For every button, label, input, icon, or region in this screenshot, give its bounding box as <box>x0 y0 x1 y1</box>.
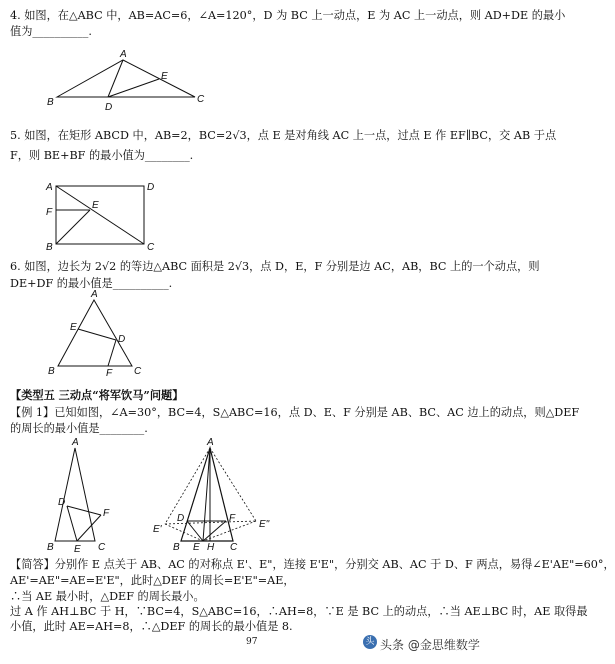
ex1-left-label-f: F <box>103 508 110 519</box>
q4-line1: 4. 如图，在△ABC 中，AB=AC=6，∠A=120°，D 为 BC 上一动点，E 为 AC 上一动点，则 AD+DE 的最小 <box>10 9 566 22</box>
q6-line1: 6. 如图，边长为 2√2 的等边△ABC 面积是 2√3，点 D，E，F 分别是边 AC，AB，BC 上的一个动点，则 <box>10 260 540 273</box>
watermark: 头条 @金思维数学 <box>380 638 480 652</box>
q6-label-e: E <box>70 322 77 333</box>
q5-label-f: F <box>46 207 53 218</box>
ex1-left-label-e: E <box>74 544 81 555</box>
answer-line2: AE'=AE"=AE=E'E"，此时△DEF 的周长=E'E"=AE， <box>10 574 295 587</box>
q6-figure <box>58 300 132 366</box>
ex1-left-label-d: D <box>58 497 66 508</box>
ex1-right-figure <box>165 448 256 541</box>
q4-line2: 值为__________. <box>10 25 92 38</box>
example1-line1: 【例 1】已知如图，∠A=30°，BC=4，S△ABC=16，点 D、E、F 分别是 AB、BC、AC 边上的动点，则△DEF <box>10 406 580 419</box>
q5-line1: 5. 如图，在矩形 ABCD 中，AB=2，BC=2√3，点 E 是对角线 AC 上一点，过点 E 作 EF∥BC，交 AB 于点 <box>10 129 557 142</box>
ex1-right-label-a: A <box>207 437 214 448</box>
section-title: 【类型五 三动点“将军饮马”问题】 <box>10 388 184 402</box>
ex1-right-label-b: B <box>173 542 180 553</box>
q6-line2: DE+DF 的最小值是__________. <box>10 277 173 290</box>
ex1-right-label-e2: E" <box>259 519 270 530</box>
ex1-left-label-b: B <box>47 542 54 553</box>
q5-labels <box>45 182 155 253</box>
q4-label-a: A <box>120 49 127 60</box>
ex1-right-label-d: D <box>177 513 185 524</box>
q4-labels <box>47 49 205 113</box>
q4-figure <box>57 60 195 97</box>
ex1-right-label-c: C <box>230 542 238 553</box>
ex1-right-label-e: E <box>193 542 200 553</box>
ex1-left-figure <box>55 448 101 541</box>
ex1-left-label-c: C <box>98 542 106 553</box>
q6-label-c: C <box>134 366 142 377</box>
q5-label-a: A <box>46 182 53 193</box>
q6-label-b: B <box>48 366 55 377</box>
q4-label-b: B <box>47 97 54 108</box>
answer-line4: 过 A 作 AH⊥BC 于 H，∵BC=4，S△ABC=16，∴AH=8，∵E 是 BC 上的动点，∴当 AE⊥BC 时，AE 取得最 <box>10 605 588 618</box>
ex1-right-label-e1: E' <box>153 524 162 535</box>
q5-figure <box>56 186 144 244</box>
q6-label-f: F <box>106 368 113 379</box>
q5-label-b: B <box>46 242 53 253</box>
answer-line3: ∴当 AE 最小时，△DEF 的周长最小。 <box>10 590 205 603</box>
q5-label-c: C <box>147 242 155 253</box>
q5-label-d: D <box>147 182 155 193</box>
ex1-right-label-f: F <box>229 513 236 524</box>
ex1-right-label-h: H <box>207 542 215 553</box>
q4-label-e: E <box>161 71 168 82</box>
answer-line5: 小值，此时 AE=AH=8，∴△DEF 的周长的最小值是 8. <box>10 620 293 633</box>
q5-label-e: E <box>92 200 99 211</box>
q6-label-a: A <box>91 289 98 300</box>
q4-label-d: D <box>105 102 113 113</box>
ex1-left-label-a: A <box>72 437 79 448</box>
toutiao-logo-icon: 头 <box>363 635 377 649</box>
q5-line2: F，则 BE+BF 的最小值为________. <box>10 149 194 162</box>
q4-label-c: C <box>197 94 205 105</box>
answer-line1: 【简答】分别作 E 点关于 AB、AC 的对称点 E'、E"，连接 E'E"，分别交 AB、AC 于 D、F 两点，易得∠E'AE"=60°， <box>10 558 615 571</box>
example1-line2: 的周长的最小值是________. <box>10 422 148 435</box>
page-number: 97 <box>246 637 258 647</box>
ex1-left-labels <box>47 437 110 555</box>
q6-label-d: D <box>118 334 126 345</box>
